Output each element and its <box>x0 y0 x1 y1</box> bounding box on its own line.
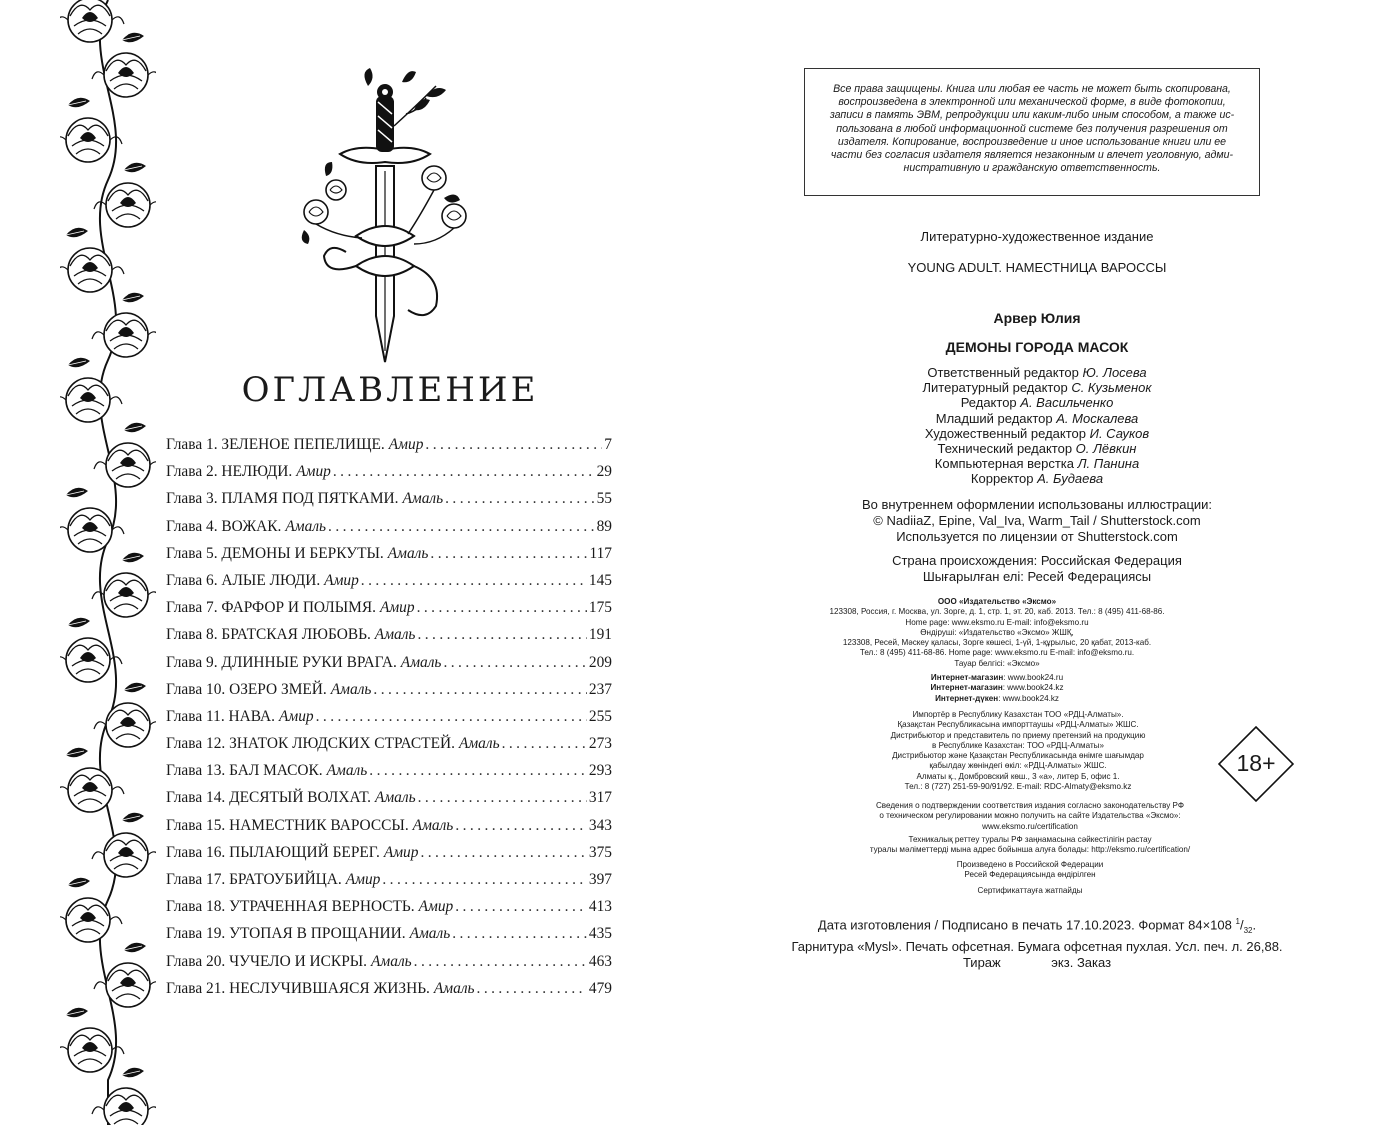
copyright-line: воспроизведена в электронной или механической форме, в виде фотокопии, <box>838 96 1226 109</box>
distribution-block: Импортёр в Республику Казахстан ТОО «РДЦ-Алматы». Қазақстан Республикасына импорттаушы «РДЦ-Алматы» ЖШС. Дистрибьютор и представитель по приему претензий на продукцию в Республике Казахстан: ТОО «РДЦ-Алматы» Дистрибьютор және Қазақстан Республикасында өнімге шағымдар қабылдау жөніндегі өкіл: «РДЦ-Алматы» ЖШС. Алматы қ., Домбровский көш., 3 «а», литер Б, офис 1. Тел.: 8 (727) 251-59-90/91/92. E-mail: RDC-Almaty@eksmo.kz <box>890 710 1146 792</box>
chapter-narrator: Амаль <box>374 626 416 644</box>
credit-line: Корректор А. Будаева <box>970 471 1104 487</box>
credit-line: Младший редактор А. Москалева <box>935 410 1139 426</box>
toc-entry <box>166 735 612 762</box>
certification-block: Сведения о подтверждении соответствия издания согласно законодательству РФ о техническом регулировании можно получить на сайте Издательства «Эксмо»: www.eksmo.ru/certification Техникалық реттеу туралы РФ заңнамасына сәйкестілігін растау туралы мәліметтерді мына адрес бойынша алуға болады: http://eksmo.ru/certification/ <box>869 801 1191 855</box>
copyright-line: Все права защищены. Книга или любая ее часть не может быть скопирована, <box>833 83 1231 95</box>
chapter-title: Глава 6. АЛЫЕ ЛЮДИ. <box>166 571 321 589</box>
chapter-narrator: Амир <box>418 898 454 916</box>
series-name: YOUNG ADULT. НАМЕСТНИЦА ВАРОССЫ <box>907 260 1167 275</box>
chapter-narrator: Амир <box>388 436 424 453</box>
chapter-page-number: 273 <box>588 735 612 753</box>
chapter-title: Глава 7. ФАРФОР И ПОЛЫМЯ. <box>166 599 376 617</box>
chapter-page-number: 191 <box>588 626 612 644</box>
chapter-narrator: Амаль <box>285 517 327 535</box>
table-of-contents <box>166 436 612 1007</box>
toc-entry <box>166 599 612 626</box>
dot-leader <box>420 844 586 862</box>
author-name: Арвер Юлия <box>993 310 1081 326</box>
production-info: Дата изготовления / Подписано в печать 17.10.2023. Формат 84×108 $^1/_{32}$. Гарнитура «Mysl». Печать офсетная. Бумага офсетная пухлая. Усл. печ. л. 26,88. Тираж экз. Заказ <box>791 917 1283 970</box>
dot-leader <box>455 898 587 916</box>
dot-leader <box>414 953 587 971</box>
chapter-title: Глава 18. УТРАЧЕННАЯ ВЕРНОСТЬ. <box>166 898 415 916</box>
chapter-page-number: 435 <box>588 925 612 943</box>
chapter-narrator: Амаль <box>433 979 475 997</box>
dot-leader <box>477 980 587 998</box>
toc-entry <box>166 654 612 681</box>
credit-line: Компьютерная верстка Л. Панина <box>934 456 1140 472</box>
chapter-page-number: 117 <box>589 544 612 562</box>
chapter-page-number: 413 <box>588 898 612 916</box>
copyright-line: нистративную и гражданскую ответственность. <box>903 162 1161 175</box>
chapter-page-number: 237 <box>588 680 612 698</box>
chapter-page-number: 317 <box>588 789 612 807</box>
origin-country: Страна происхождения: Российская Федерация Шығарылған елі: Ресей Федерациясы <box>892 553 1182 584</box>
copyright-line: пользована в любой информационной системе без получения разрешения от <box>836 122 1228 135</box>
dot-leader <box>373 681 586 699</box>
made-in-block: Произведено в Российской Федерации Ресей Федерациясында өндірілген Сертификаттауға жатпайды <box>956 860 1104 895</box>
dot-leader <box>430 545 587 563</box>
credit-line: Литературный редактор С. Кузьменок <box>922 380 1152 396</box>
chapter-page-number: 293 <box>588 762 612 780</box>
dot-leader <box>361 572 587 590</box>
toc-entry <box>166 898 612 925</box>
chapter-narrator: Амаль <box>400 653 442 671</box>
chapter-title: Глава 15. НАМЕСТНИК ВАРОССЫ. <box>166 816 409 834</box>
toc-entry <box>166 681 612 708</box>
chapter-narrator: Амаль <box>330 680 372 698</box>
toc-entry <box>166 708 612 735</box>
publisher-block: ООО «Издательство «Эксмо» 123308, Россия, г. Москва, ул. Зорге, д. 1, стр. 1, эт. 20, каб. 2013. Тел.: 8 (495) 411-68-86. Home page: www.eksmo.ru E-mail: info@eksmo.ru Өндіруші: «Издательство «Эксмо» ЖШҚ, 123308, Ресей, Мәскеу қаласы, Зорге көшесі, 1-үй, 1-құрылыс, 20 қабат, 2013-каб. Тел.: 8 (495) 411-68-86. Home page: www.eksmo.ru E-mail: info@eksmo.ru. Тауар белгісі: «Эксмо» <box>829 597 1165 668</box>
chapter-page-number: 175 <box>588 599 612 617</box>
chapter-title: Глава 1. ЗЕЛЕНОЕ ПЕПЕЛИЩЕ. <box>166 436 385 453</box>
age-rating-label: 18+ <box>1236 750 1276 776</box>
chapter-page-number: 89 <box>596 517 612 535</box>
chapter-page-number: 375 <box>588 843 612 861</box>
chapter-title: Глава 17. БРАТОУБИЙЦА. <box>166 871 342 888</box>
chapter-title: Глава 2. НЕЛЮДИ. <box>166 463 293 481</box>
illustrations-credit: Во внутреннем оформлении использованы иллюстрации: © NadiiaZ, Epine, Val_Iva, Warm_Tail / Shutterstock.com Используется по лицензии от Shutterstock.com <box>861 497 1213 544</box>
chapter-page-number: 7 <box>604 436 612 453</box>
dot-leader <box>455 817 587 835</box>
chapter-narrator: Амаль <box>374 789 416 807</box>
book-title: ДЕМОНЫ ГОРОДА МАСОК <box>945 339 1129 355</box>
toc-entry <box>166 980 612 1007</box>
toc-entry <box>166 436 612 463</box>
chapter-title: Глава 5. ДЕМОНЫ И БЕРКУТЫ. <box>166 544 384 562</box>
toc-entry <box>166 925 612 952</box>
toc-entry <box>166 817 612 844</box>
dot-leader <box>369 762 587 780</box>
copyright-line: записи в память ЭВМ, репродукции или каким-либо иным способом, а также ис- <box>829 109 1235 122</box>
chapter-page-number: 29 <box>596 463 612 481</box>
dot-leader <box>382 871 587 889</box>
chapter-page-number: 479 <box>588 979 612 997</box>
chapter-title: Глава 21. НЕСЛУЧИВШАЯСЯ ЖИЗНЬ. <box>166 979 430 997</box>
copyright-line: части без согласия издателя является незаконным и влечет уголовную, адми- <box>830 149 1234 162</box>
dot-leader <box>328 518 595 536</box>
toc-entry <box>166 463 612 490</box>
chapter-title: Глава 20. ЧУЧЕЛО И ИСКРЫ. <box>166 952 368 970</box>
chapter-narrator: Амир <box>383 843 419 861</box>
chapter-narrator: Амаль <box>409 925 451 943</box>
chapter-title: Глава 16. ПЫЛАЮЩИЙ БЕРЕГ. <box>166 843 380 861</box>
chapter-narrator: Амаль <box>371 952 412 970</box>
credit-line: Ответственный редактор Ю. Лосева <box>927 365 1147 380</box>
dot-leader <box>445 490 595 508</box>
copyright-line: издателя. Копирование, воспроизведение и иное использование книги или ее <box>837 135 1227 148</box>
chapter-title: Глава 8. БРАТСКАЯ ЛЮБОВЬ. <box>166 626 371 644</box>
dot-leader <box>417 626 586 644</box>
chapter-narrator: Амир <box>296 463 331 481</box>
dot-leader <box>425 436 602 454</box>
toc-entry <box>166 953 612 980</box>
chapter-narrator: Амир <box>279 707 314 725</box>
chapter-page-number: 463 <box>588 952 612 970</box>
chapter-narrator: Амир <box>324 571 359 589</box>
credits-list <box>780 365 1294 487</box>
chapter-page-number: 397 <box>588 871 612 888</box>
toc-entry <box>166 490 612 517</box>
credit-line: Художественный редактор И. Сауков <box>924 425 1150 441</box>
chapter-page-number: 343 <box>588 816 612 834</box>
dot-leader <box>418 789 587 807</box>
dot-leader <box>502 735 587 753</box>
chapter-title: Глава 10. ОЗЕРО ЗМЕЙ. <box>166 680 327 698</box>
credit-line: Редактор А. Васильченко <box>960 395 1114 411</box>
chapter-narrator: Амаль <box>412 816 454 834</box>
chapter-title: Глава 13. БАЛ МАСОК. <box>166 762 323 780</box>
chapter-title: Глава 3. ПЛАМЯ ПОД ПЯТКАМИ. <box>166 490 399 508</box>
toc-entry <box>166 762 612 789</box>
dot-leader <box>333 463 595 481</box>
chapter-title: Глава 14. ДЕСЯТЫЙ ВОЛХАТ. <box>166 789 371 807</box>
dot-leader <box>452 925 587 943</box>
dagger-emblem <box>296 66 474 366</box>
chapter-page-number: 55 <box>596 490 612 508</box>
floral-pattern <box>60 0 156 1125</box>
chapter-title: Глава 11. НАВА. <box>166 707 275 725</box>
credit-line: Технический редактор О. Лёвкин <box>937 441 1137 457</box>
floral-border <box>60 0 156 1125</box>
chapter-title: Глава 4. ВОЖАК. <box>166 517 282 535</box>
chapter-page-number: 145 <box>588 571 612 589</box>
toc-entry <box>166 518 612 545</box>
toc-entry <box>166 572 612 599</box>
toc-entry <box>166 626 612 653</box>
chapter-title: Глава 12. ЗНАТОК ЛЮДСКИХ СТРАСТЕЙ. <box>166 735 455 753</box>
toc-entry <box>166 844 612 871</box>
dot-leader <box>316 708 587 726</box>
shops-block: Интернет-магазин: www.book24.ru Интернет-магазин: www.book24.kz Интернет-дүкен: www.book24.kz <box>930 673 1064 703</box>
chapter-page-number: 255 <box>588 707 612 725</box>
toc-title: ОГЛАВЛЕНИЕ <box>241 370 539 410</box>
chapter-narrator: Амаль <box>387 544 429 562</box>
chapter-narrator: Амир <box>345 871 381 888</box>
edition-type: Литературно-художественное издание <box>920 229 1154 244</box>
chapter-narrator: Амаль <box>402 490 444 508</box>
chapter-title: Глава 9. ДЛИННЫЕ РУКИ ВРАГА. <box>166 653 397 671</box>
dot-leader <box>443 654 586 672</box>
dot-leader <box>417 599 587 617</box>
chapter-narrator: Амаль <box>458 735 500 753</box>
chapter-title: Глава 19. УТОПАЯ В ПРОЩАНИИ. <box>166 925 406 943</box>
toc-entry <box>166 871 612 898</box>
copyright-notice <box>804 68 1260 196</box>
chapter-page-number: 209 <box>588 653 612 671</box>
chapter-narrator: Амаль <box>326 762 368 780</box>
toc-entry <box>166 789 612 816</box>
chapter-narrator: Амир <box>379 599 415 617</box>
toc-entry <box>166 545 612 572</box>
